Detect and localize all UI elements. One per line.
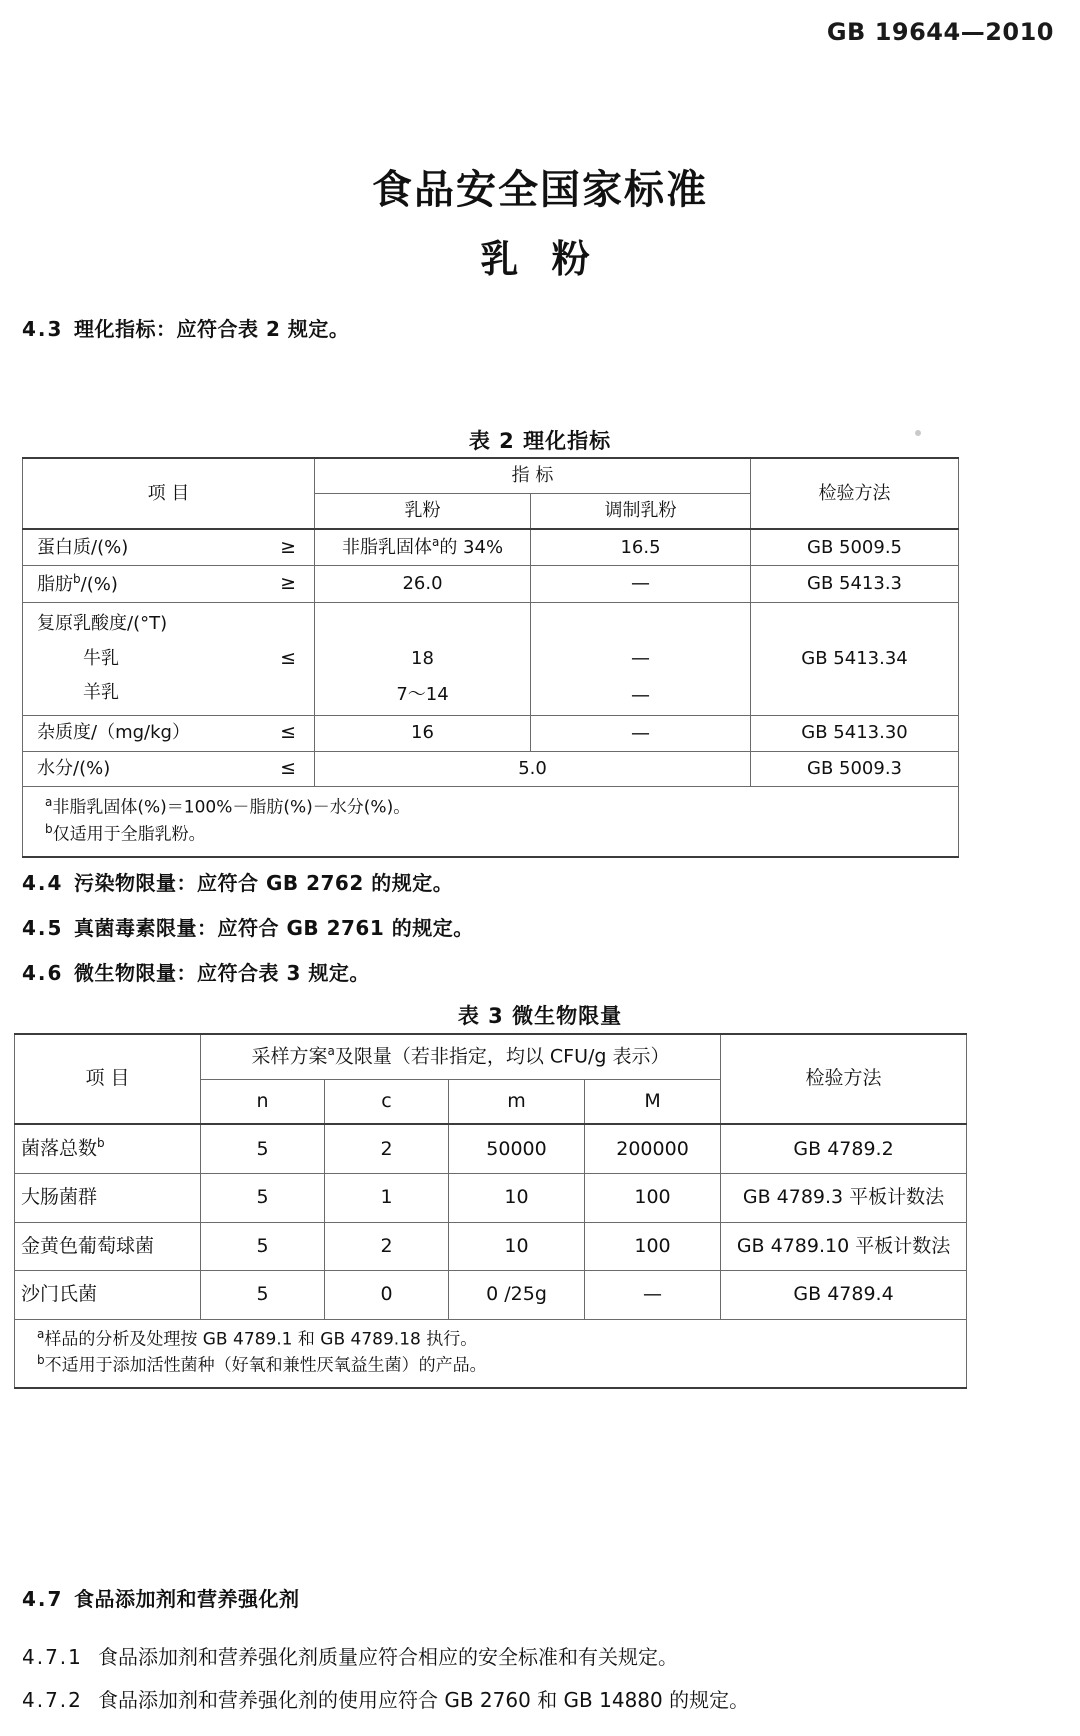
table2-row-goat-formulated: —	[531, 676, 751, 715]
table3-header-m: m	[449, 1079, 585, 1124]
table3-row-salmonella-m: 0 /25g	[449, 1271, 585, 1320]
table2-row-impurity-item	[23, 715, 315, 752]
table3-row-salmonella-M: —	[585, 1271, 721, 1320]
table2-row-impurity-operator: ≤	[280, 721, 296, 744]
table2-row-impurity-label: 杂质度/（mg/kg）	[37, 722, 190, 744]
table2-row-fat-method: GB 5413.3	[751, 566, 959, 603]
clause-4-4-number: 4.4	[22, 871, 64, 895]
table3-header-c: c	[325, 1079, 449, 1124]
table2-row-protein-milk	[315, 529, 531, 566]
table2-note-a	[45, 794, 948, 820]
clause-4-7	[22, 1583, 300, 1612]
table2-header-method: 检验方法	[751, 458, 959, 529]
table2-row-fat	[23, 566, 959, 603]
clause-4-3	[22, 313, 349, 342]
table3-note-b	[37, 1352, 956, 1378]
table2-row-protein-milk-text: 非脂乳固体	[341, 537, 432, 559]
table3-row-coliform-item: 大肠菌群	[15, 1174, 201, 1223]
table3-row-total-colony-m: 50000	[449, 1124, 585, 1173]
table2-row-protein-method: GB 5009.5	[751, 529, 959, 566]
table2-row-cow-operator: ≤	[280, 646, 296, 669]
table3-note-b-marker: b	[37, 1353, 45, 1368]
clause-4-7-number: 4.7	[22, 1587, 64, 1611]
table3-row-staph-item: 金黄色葡萄球菌	[15, 1222, 201, 1271]
table3-header-sampling-tail: 及限量（若非指定，均以 CFU/g 表示）	[334, 1045, 670, 1068]
clause-4-6-number: 4.6	[22, 961, 64, 985]
table2-row-impurity-method: GB 5413.30	[751, 715, 959, 752]
page-title: 食品安全国家标准	[372, 167, 708, 213]
table3-row-staph-m: 10	[449, 1222, 585, 1271]
table3-row-salmonella-method: GB 4789.4	[721, 1271, 967, 1320]
table3-microbiological-limits	[14, 1033, 967, 1389]
clause-4-7-1	[22, 1641, 678, 1670]
table3-row-total-colony-item	[15, 1124, 201, 1173]
table3-row-total-colony-n: 5	[201, 1124, 325, 1173]
table2-physicochemical-indexes	[22, 457, 959, 858]
table2-row-moisture	[23, 752, 959, 787]
table2-row-impurity-milk: 16	[315, 715, 531, 752]
table3-row-total-colony-sup: b	[97, 1136, 105, 1151]
table3-header-sampling-sup: a	[327, 1044, 335, 1058]
table3-header-n: n	[201, 1079, 325, 1124]
table2-row-fat-formulated: —	[531, 566, 751, 603]
clause-4-7-1-text: 食品添加剂和营养强化剂质量应符合相应的安全标准和有关规定。	[98, 1645, 678, 1669]
table2-row-fat-item	[23, 566, 315, 603]
table3-note-a	[37, 1326, 956, 1352]
table2-row-fat-label: 脂肪	[37, 573, 73, 595]
clause-4-7-2	[22, 1684, 749, 1713]
table2-note-b	[45, 821, 948, 847]
standard-code-header: GB 19644—2010	[826, 18, 1054, 46]
table2-row-goat-label: 羊乳	[83, 682, 119, 704]
table3-row-total-colony-M: 200000	[585, 1124, 721, 1173]
table3-row-salmonella	[15, 1271, 967, 1320]
table2-row-goat-item	[23, 676, 315, 715]
table2-row-protein-label: 蛋白质/(%)	[37, 536, 129, 558]
table3-header-row-1	[15, 1034, 967, 1079]
table3-row-coliform-M: 100	[585, 1174, 721, 1223]
table2-header-index-group: 指 标	[315, 458, 751, 494]
table2-row-fat-sup: b	[73, 571, 81, 586]
table2-row-acidity-formulated-spacer	[531, 602, 751, 641]
table3-row-staph	[15, 1222, 967, 1271]
table3-notes-row	[15, 1319, 967, 1387]
table2-row-fat-unit: /(%)	[80, 573, 118, 595]
table3-row-salmonella-n: 5	[201, 1271, 325, 1320]
table2-row-goat-milk: 7～14	[315, 676, 531, 715]
clause-4-5-text: 真菌毒素限量：应符合 GB 2761 的规定。	[74, 916, 474, 940]
table3-header-M: M	[585, 1079, 721, 1124]
table2-row-protein-milk-sup: a	[431, 535, 440, 550]
table3-row-coliform-method: GB 4789.3 平板计数法	[721, 1174, 967, 1223]
table2-notes-row	[23, 787, 959, 857]
clause-4-5-number: 4.5	[22, 916, 64, 940]
table3-header-method: 检验方法	[721, 1034, 967, 1124]
table3-row-salmonella-c: 0	[325, 1271, 449, 1320]
table2-row-fat-operator: ≥	[280, 572, 296, 595]
table2-note-a-text: 非脂乳固体(%)＝100%－脂肪(%)－水分(%)。	[52, 797, 411, 818]
table2-row-acidity-milk-spacer	[315, 602, 531, 641]
table2-row-protein	[23, 529, 959, 566]
table2-row-acidity-item: 复原乳酸度/(°T)	[23, 602, 315, 641]
clause-4-7-1-number: 4.7.1	[22, 1645, 83, 1669]
page-speck	[915, 430, 921, 436]
clause-4-5	[22, 912, 474, 941]
table3-row-salmonella-item: 沙门氏菌	[15, 1271, 201, 1320]
clause-4-3-text: 理化指标：应符合表 2 规定。	[74, 317, 350, 341]
table3-row-total-colony	[15, 1124, 967, 1173]
clause-4-7-2-number: 4.7.2	[22, 1688, 83, 1712]
table3-header-sampling-group	[201, 1034, 721, 1079]
table2-header-formulated: 调制乳粉	[531, 494, 751, 530]
table3-row-coliform-c: 1	[325, 1174, 449, 1223]
table3-row-coliform-m: 10	[449, 1174, 585, 1223]
table3-row-total-colony-label: 菌落总数	[21, 1137, 98, 1160]
table2-row-moisture-value: 5.0	[315, 752, 751, 787]
clause-4-7-text: 食品添加剂和营养强化剂	[74, 1587, 300, 1611]
table3-note-b-text: 不适用于添加活性菌种（好氧和兼性厌氧益生菌）的产品。	[44, 1355, 487, 1376]
clause-4-4	[22, 867, 453, 896]
table2-row-cow-label: 牛乳	[83, 647, 119, 669]
table2-note-b-marker: b	[45, 821, 53, 836]
table2-note-a-marker: a	[45, 795, 53, 810]
table2-row-fat-milk: 26.0	[315, 566, 531, 603]
table2-row-protein-milk-tail: 的 34%	[439, 537, 504, 559]
table3-row-total-colony-method: GB 4789.2	[721, 1124, 967, 1173]
clause-4-6-text: 微生物限量：应符合表 3 规定。	[74, 961, 370, 985]
clause-4-4-text: 污染物限量：应符合 GB 2762 的规定。	[74, 871, 454, 895]
table2-row-protein-operator: ≥	[280, 535, 296, 558]
clause-4-7-2-text: 食品添加剂和营养强化剂的使用应符合 GB 2760 和 GB 14880 的规定。	[98, 1688, 750, 1712]
table3-note-a-marker: a	[37, 1326, 45, 1341]
table3-row-staph-M: 100	[585, 1222, 721, 1271]
table3-row-staph-method: GB 4789.10 平板计数法	[721, 1222, 967, 1271]
table2-row-moisture-label: 水分/(%)	[37, 758, 111, 780]
clause-4-3-number: 4.3	[22, 317, 64, 341]
table2-row-cow-item	[23, 641, 315, 677]
clause-4-6	[22, 957, 370, 986]
table2-row-acidity-title	[23, 602, 959, 641]
table3-row-staph-c: 2	[325, 1222, 449, 1271]
table3-header-item: 项 目	[15, 1034, 201, 1124]
table3-row-staph-n: 5	[201, 1222, 325, 1271]
table3-row-coliform-n: 5	[201, 1174, 325, 1223]
table2-row-moisture-method: GB 5009.3	[751, 752, 959, 787]
table2-row-impurity	[23, 715, 959, 752]
table3-notes	[15, 1319, 967, 1387]
table3-note-a-text: 样品的分析及处理按 GB 4789.1 和 GB 4789.18 执行。	[44, 1329, 478, 1350]
table2-header-milk-powder: 乳粉	[315, 494, 531, 530]
table2-caption: 表 2 理化指标	[468, 429, 612, 453]
table2-note-b-text: 仅适用于全脂乳粉。	[52, 824, 206, 845]
table2-row-cow-milk: 18	[315, 641, 531, 677]
table3-caption: 表 3 微生物限量	[457, 1004, 623, 1028]
table2-row-protein-formulated: 16.5	[531, 529, 751, 566]
table2-header-item: 项 目	[23, 458, 315, 529]
table2-notes	[23, 787, 959, 857]
table2-header-row-1	[23, 458, 959, 494]
table2-row-impurity-formulated: —	[531, 715, 751, 752]
table3-header-sampling-text: 采样方案	[251, 1045, 328, 1068]
table2-row-cow-formulated: —	[531, 641, 751, 677]
table2-row-moisture-item	[23, 752, 315, 787]
page-subtitle: 乳 粉	[480, 237, 600, 281]
table2-row-acidity-method: GB 5413.34	[751, 602, 959, 715]
table3-row-total-colony-c: 2	[325, 1124, 449, 1173]
table2-row-moisture-operator: ≤	[280, 757, 296, 780]
table2-row-protein-item	[23, 529, 315, 566]
table3-row-coliform	[15, 1174, 967, 1223]
